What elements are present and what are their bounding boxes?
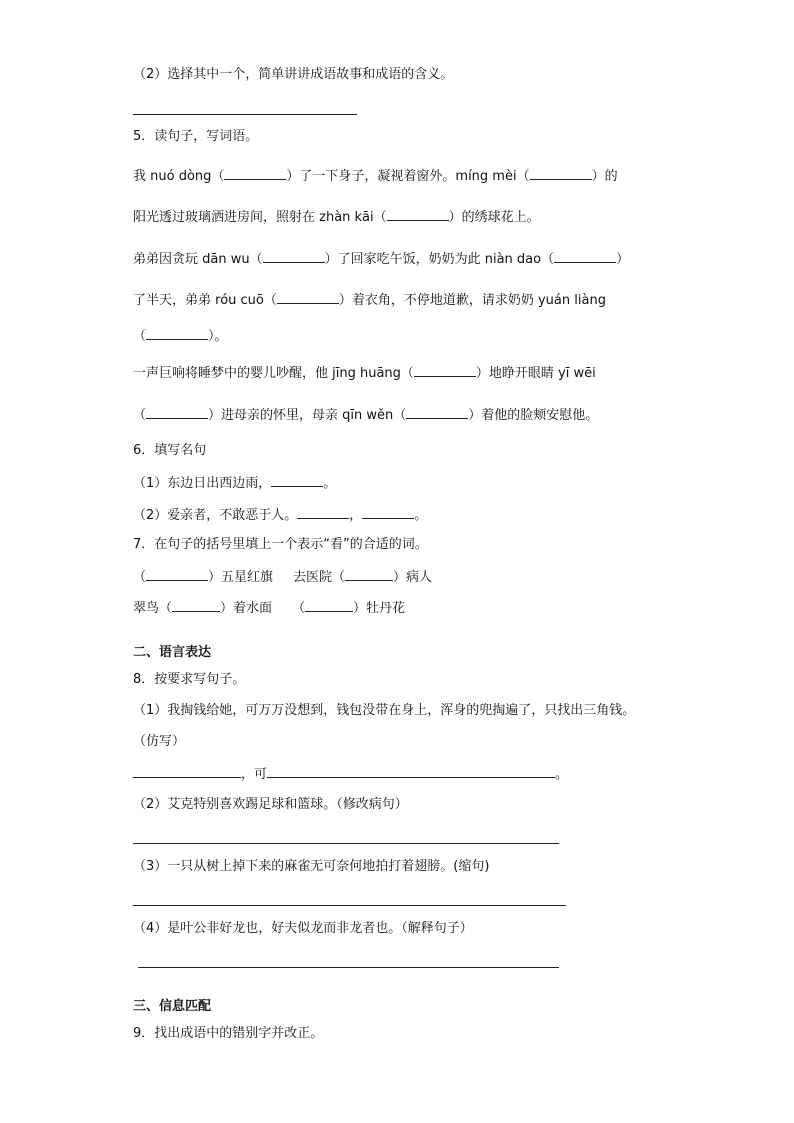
q5-line-4 xyxy=(133,290,606,310)
fill-blank[interactable] xyxy=(305,598,353,612)
fill-blank[interactable] xyxy=(172,598,220,612)
fill-blank[interactable] xyxy=(345,567,393,581)
fill-blank[interactable] xyxy=(554,249,616,263)
q8-s1: （1）我掏钱给她，可万万没想到，钱包没带在身上，浑身的兜掏遍了，只找出三角钱。 xyxy=(133,703,636,718)
q8-s2: （2）艾克特别喜欢踢足球和篮球。（修改病句） xyxy=(133,797,408,812)
q5-line-2 xyxy=(133,207,540,227)
text: ）进母亲的怀里，母亲 qīn wěn（ xyxy=(208,408,407,423)
text: 阳光透过玻璃洒进房间，照射在 zhàn kāi（ xyxy=(133,210,387,225)
q5-line-6 xyxy=(133,363,596,383)
text: 一声巨响将睡梦中的婴儿吵醒，他 jīng huāng（ xyxy=(133,366,414,381)
answer-line[interactable] xyxy=(133,843,559,844)
text: （2）爱亲者，不敢恶于人。 xyxy=(133,508,298,523)
q5-line-1 xyxy=(133,166,618,186)
q8-s3: （3）一只从树上掉下来的麻雀无可奈何地拍打着翅膀。(缩句) xyxy=(133,859,490,874)
fill-blank[interactable] xyxy=(406,405,468,419)
text: 弟弟因贪玩 dān wu（ xyxy=(133,252,263,267)
fill-blank[interactable] xyxy=(277,290,339,304)
section-3-heading: 三、信息匹配 xyxy=(133,999,212,1014)
answer-line[interactable] xyxy=(133,905,566,906)
q6-line-2 xyxy=(133,505,427,525)
text: ）牡丹花 xyxy=(353,601,406,616)
fill-blank[interactable] xyxy=(271,473,323,487)
section-2-heading: 二、语言表达 xyxy=(133,645,212,660)
question-6-title: 6．填写名句 xyxy=(133,443,207,458)
text: ）。 xyxy=(208,329,228,344)
text: ， xyxy=(349,508,363,523)
text: （1）东边日出西边雨， xyxy=(133,476,272,491)
fill-blank[interactable] xyxy=(387,207,449,221)
text: ）的 xyxy=(591,169,618,184)
answer-line[interactable] xyxy=(138,967,559,968)
text: （ xyxy=(292,601,306,616)
text: ）的绣球花上。 xyxy=(448,210,540,225)
q5-line-5 xyxy=(133,326,228,346)
fill-blank[interactable] xyxy=(297,505,349,519)
question-9-title: 9．找出成语中的错别字并改正。 xyxy=(133,1026,324,1041)
text: （ xyxy=(133,408,147,423)
text: ）着衣角，不停地道歉，请求奶奶 yuán liàng xyxy=(338,293,606,308)
q5-line-7 xyxy=(133,405,598,425)
q8-s1-note: （仿写） xyxy=(133,734,186,749)
text: ）地睁开眼睛 yī wēi xyxy=(475,366,596,381)
q7-line-2 xyxy=(133,598,405,618)
q7-line-1 xyxy=(133,567,432,587)
text: 了半天，弟弟 róu cuō（ xyxy=(133,293,277,308)
fill-blank[interactable] xyxy=(414,363,476,377)
text: 。 xyxy=(555,767,569,782)
text: ）病人 xyxy=(393,570,433,585)
text: ）五星红旗 xyxy=(208,570,274,585)
text: ）着他的脸颊安慰他。 xyxy=(468,408,599,423)
text: ）着水面 xyxy=(220,601,273,616)
text: 。 xyxy=(414,508,428,523)
question-5-title: 5．读句子，写词语。 xyxy=(133,129,259,144)
fill-blank[interactable] xyxy=(362,505,414,519)
text: 翠鸟（ xyxy=(133,601,173,616)
fill-blank[interactable] xyxy=(530,166,592,180)
question-4-2: （2）选择其中一个，简单讲讲成语故事和成语的含义。 xyxy=(133,67,454,82)
fill-blank[interactable] xyxy=(133,764,241,778)
answer-line[interactable] xyxy=(133,114,357,115)
text: 去医院（ xyxy=(293,570,346,585)
q8-s1-answer xyxy=(133,764,568,784)
q8-s4: （4）是叶公非好龙也，好夫似龙而非龙者也。（解释句子） xyxy=(133,921,473,936)
question-7-title: 7．在句子的括号里填上一个表示“看”的合适的词。 xyxy=(133,537,428,552)
question-8-title: 8．按要求写句子。 xyxy=(133,672,246,687)
q5-line-3 xyxy=(133,249,629,269)
fill-blank[interactable] xyxy=(146,405,208,419)
text: ） xyxy=(616,252,630,267)
fill-blank[interactable] xyxy=(263,249,325,263)
text: ）了一下身子，凝视着窗外。míng mèi（ xyxy=(286,169,530,184)
text: ，可 xyxy=(241,767,268,782)
text: （ xyxy=(133,329,147,344)
fill-blank[interactable] xyxy=(146,567,208,581)
fill-blank[interactable] xyxy=(224,166,286,180)
text: （ xyxy=(133,570,147,585)
text: ）了回家吃午饭，奶奶为此 niàn dao（ xyxy=(324,252,555,267)
q6-line-1 xyxy=(133,473,336,493)
fill-blank[interactable] xyxy=(146,326,208,340)
text: 。 xyxy=(323,476,337,491)
text: 我 nuó dòng（ xyxy=(133,169,225,184)
fill-blank[interactable] xyxy=(267,764,555,778)
